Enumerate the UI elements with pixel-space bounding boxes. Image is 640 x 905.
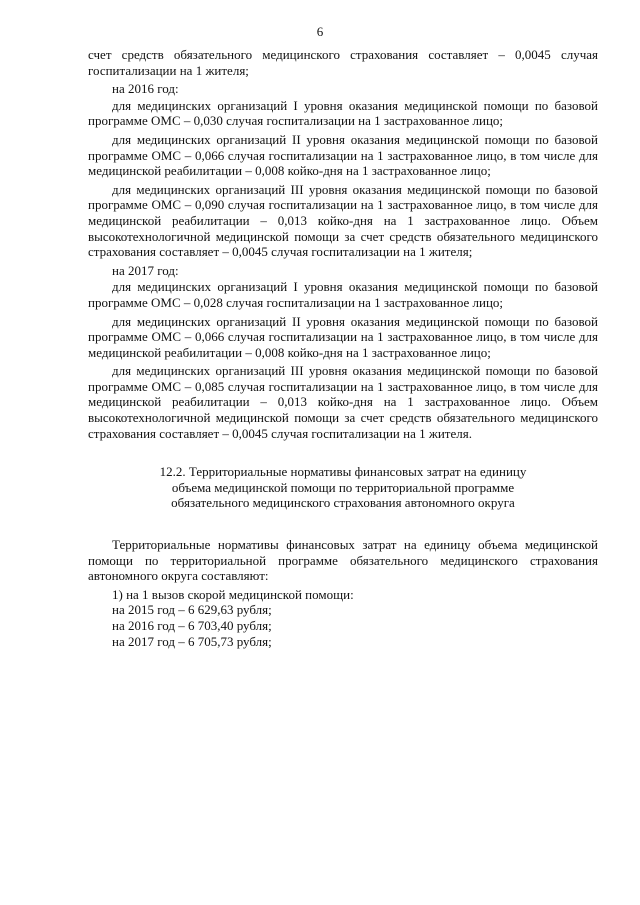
paragraph-2017-level-2: для медицинских организаций II уровня оказания медицинской помощи по базовой программе ОМС – 0,066 случая госпитализации на 1 застрахованное лицо, в том числе для медицинской реабилитации – 0,008 койко-дня на 1 застрахованное лицо;: [88, 313, 598, 360]
list-item-ambulance-call: 1) на 1 вызов скорой медицинской помощи:: [112, 586, 354, 602]
list-item-2015: на 2015 год – 6 629,63 рубля;: [112, 602, 272, 618]
paragraph-2016-level-1: для медицинских организаций I уровня оказания медицинской помощи по базовой программе ОМС – 0,030 случая госпитализации на 1 застрахованное лицо;: [88, 97, 598, 129]
list-item-2017: на 2017 год – 6 705,73 рубля;: [112, 633, 272, 649]
section-heading-line-1: 12.2. Территориальные нормативы финансовых затрат на единицу: [159, 464, 527, 480]
page-number: 6: [316, 24, 324, 39]
paragraph-2016-level-3: для медицинских организаций III уровня оказания медицинской помощи по базовой программе ОМС – 0,090 случая госпитализации на 1 застрахованное лицо, в том числе для медицинской реабилитации – 0,013 койко-дня на 1 застрахованное лицо. Объем высокотехнологичной медицинской помощи за счет средств обязательного медицинского страхования составляет – 0,0045 случая госпитализации на 1 жителя;: [88, 181, 598, 260]
paragraph-intro: Территориальные нормативы финансовых затрат на единицу объема медицинской помощи по территориальной программе обязательного медицинского страхования автономного округа составляют:: [88, 537, 598, 584]
document-body: [88, 47, 598, 649]
paragraph-2016-level-2: для медицинских организаций II уровня оказания медицинской помощи по базовой программе ОМС – 0,066 случая госпитализации на 1 застрахованное лицо, в том числе для медицинской реабилитации – 0,008 койко-дня на 1 застрахованное лицо;: [88, 131, 598, 179]
paragraph-continuation: счет средств обязательного медицинского страхования составляет – 0,0045 случая госпитализации на 1 жителя;: [88, 47, 598, 78]
paragraph-2017-level-3: для медицинских организаций III уровня оказания медицинской помощи по базовой программе ОМС – 0,085 случая госпитализации на 1 застрахованное лицо, в том числе для медицинской реабилитации – 0,013 койко-дня на 1 застрахованное лицо. Объем высокотехнологичной медицинской помощи за счет средств обязательного медицинского страхования составляет – 0,0045 случая госпитализации на 1 жителя.: [88, 363, 598, 441]
section-heading: [88, 464, 598, 511]
list-item-2016: на 2016 год – 6 703,40 рубля;: [112, 618, 272, 633]
paragraph-2017-level-1: для медицинских организаций I уровня оказания медицинской помощи по базовой программе ОМС – 0,028 случая госпитализации на 1 застрахованное лицо;: [88, 279, 598, 310]
paragraph-year-2017: на 2017 год:: [112, 262, 179, 278]
section-heading-line-3: обязательного медицинского страхования автономного округа: [171, 495, 515, 511]
section-heading-line-2: объема медицинской помощи по территориальной программе: [171, 479, 515, 495]
paragraph-year-2016: на 2016 год:: [112, 81, 179, 97]
